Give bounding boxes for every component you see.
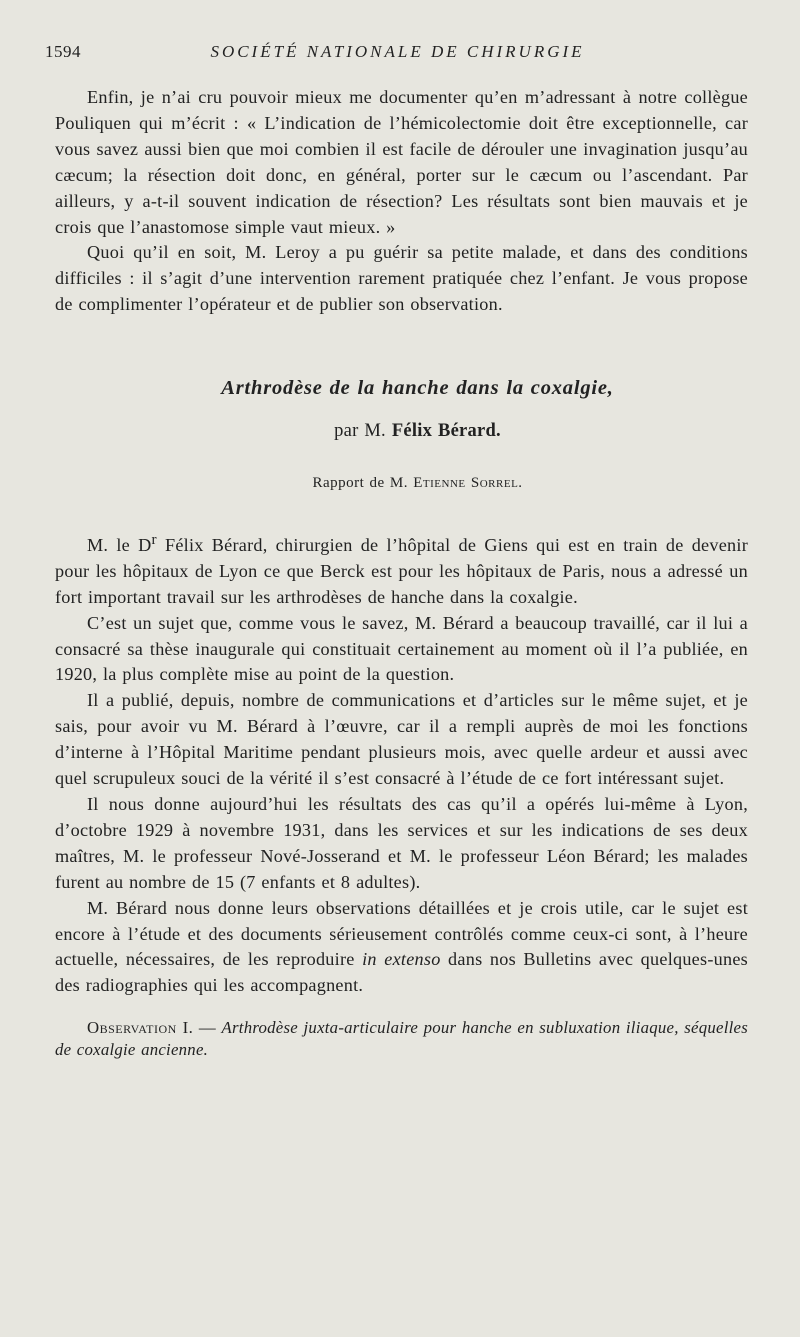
- observation-dash: —: [193, 1018, 222, 1038]
- report-prefix: Rapport de M.: [312, 474, 409, 491]
- article-title: Arthrodèse de la hanche dans la coxalgie,: [221, 377, 614, 400]
- report-paragraph-2: C’est un sujet que, comme vous le savez, M. Bérard a beaucoup travaillé, car il lui a consacré sa thèse inaugurale qui constituait certainement au moment où il l’a publiée, en 1920, la plus complète mise au point de la question.: [55, 612, 748, 685]
- reporter-name: Etienne Sorrel.: [413, 474, 523, 491]
- report-line: [55, 471, 748, 497]
- doctor-superscript: r: [151, 530, 157, 548]
- report-p5-start: M. Bérard nous donne leurs observations détaillées et je crois utile, car le sujet est encore à l’étude et des documents sérieusement contrôlés comme ceux-ci sont, à l’heure actuelle, nécessaires, de les reproduire: [55, 897, 748, 970]
- in-extenso: in extenso: [362, 949, 441, 970]
- byline: [55, 419, 748, 445]
- report-paragraph-1: [55, 527, 748, 611]
- observation-heading: [55, 1017, 748, 1061]
- report-p5-rest: dans nos Bulletins avec quelques-unes des radiographies qui les accompagnent.: [55, 949, 748, 996]
- intro-paragraph-2: Quoi qu’il en soit, M. Leroy a pu guérir sa petite malade, et dans des conditions difficiles : il s’agit d’une intervention rarement pratiquée chez l’enfant. Je vous propose de complimenter l’opérateur et de publier son observation.: [55, 242, 748, 315]
- report-paragraph-3: Il a publié, depuis, nombre de communications et d’articles sur le même sujet, et je sais, pour avoir vu M. Bérard à l’œuvre, car il a rempli auprès de moi les fonctions d’interne à l’Hôpital Maritime pendant plusieurs mois, avec quelle ardeur et aussi avec quel scrupuleux souci de la vérité il s’est consacré à l’étude de ce fort intéressant sujet.: [55, 690, 748, 789]
- running-head: [45, 42, 750, 64]
- report-paragraph-4: Il nous donne aujourd’hui les résultats des cas qu’il a opérés lui-même à Lyon, d’octobre 1929 à novembre 1931, dans les services et sur les indications de ses deux maîtres, M. le professeur Nové-Josserand et M. le professeur Léon Bérard; les malades furent au nombre de 15 (7 enfants et 8 adultes).: [55, 794, 748, 892]
- report-p1-start: M. le D: [87, 534, 152, 555]
- observation-label: Observation I.: [87, 1018, 194, 1038]
- page-number: 1594: [45, 42, 81, 61]
- journal-title: SOCIÉTÉ NATIONALE DE CHIRURGIE: [210, 42, 585, 61]
- body-text: [55, 85, 748, 1061]
- observation-title: Arthrodèse juxta-articulaire pour hanche en subluxation iliaque, séquelles de coxalgie ancienne.: [55, 1018, 749, 1060]
- author-name: Félix Bérard.: [391, 421, 501, 442]
- intro-paragraph-1: Enfin, je n’ai cru pouvoir mieux me documenter qu’en m’adressant à notre collègue Pouliquen qui m’écrit : « L’indication de l’hémicolectomie doit être exceptionnelle, car vous savez aussi bien que moi combien il est facile de dérouler une invagination jusqu’au cæcum; la résection doit donc, en général, porter sur le cæcum ou l’ascendant. Par ailleurs, y a-t-il souvent indication de résection? Les résultats sont bien mauvais et je crois que l’anastomose simple vaut mieux. »: [55, 87, 748, 237]
- report-p1-rest: Félix Bérard, chirurgien de l’hôpital de Giens qui est en train de devenir pour les hôpitaux de Lyon ce que Berck est pour les hôpitaux de Paris, nous a adressé un fort important travail sur les arthrodèses de hanche dans la coxalgie.: [55, 534, 748, 607]
- report-paragraph-5: [55, 896, 748, 1000]
- byline-prefix: par M.: [334, 421, 386, 442]
